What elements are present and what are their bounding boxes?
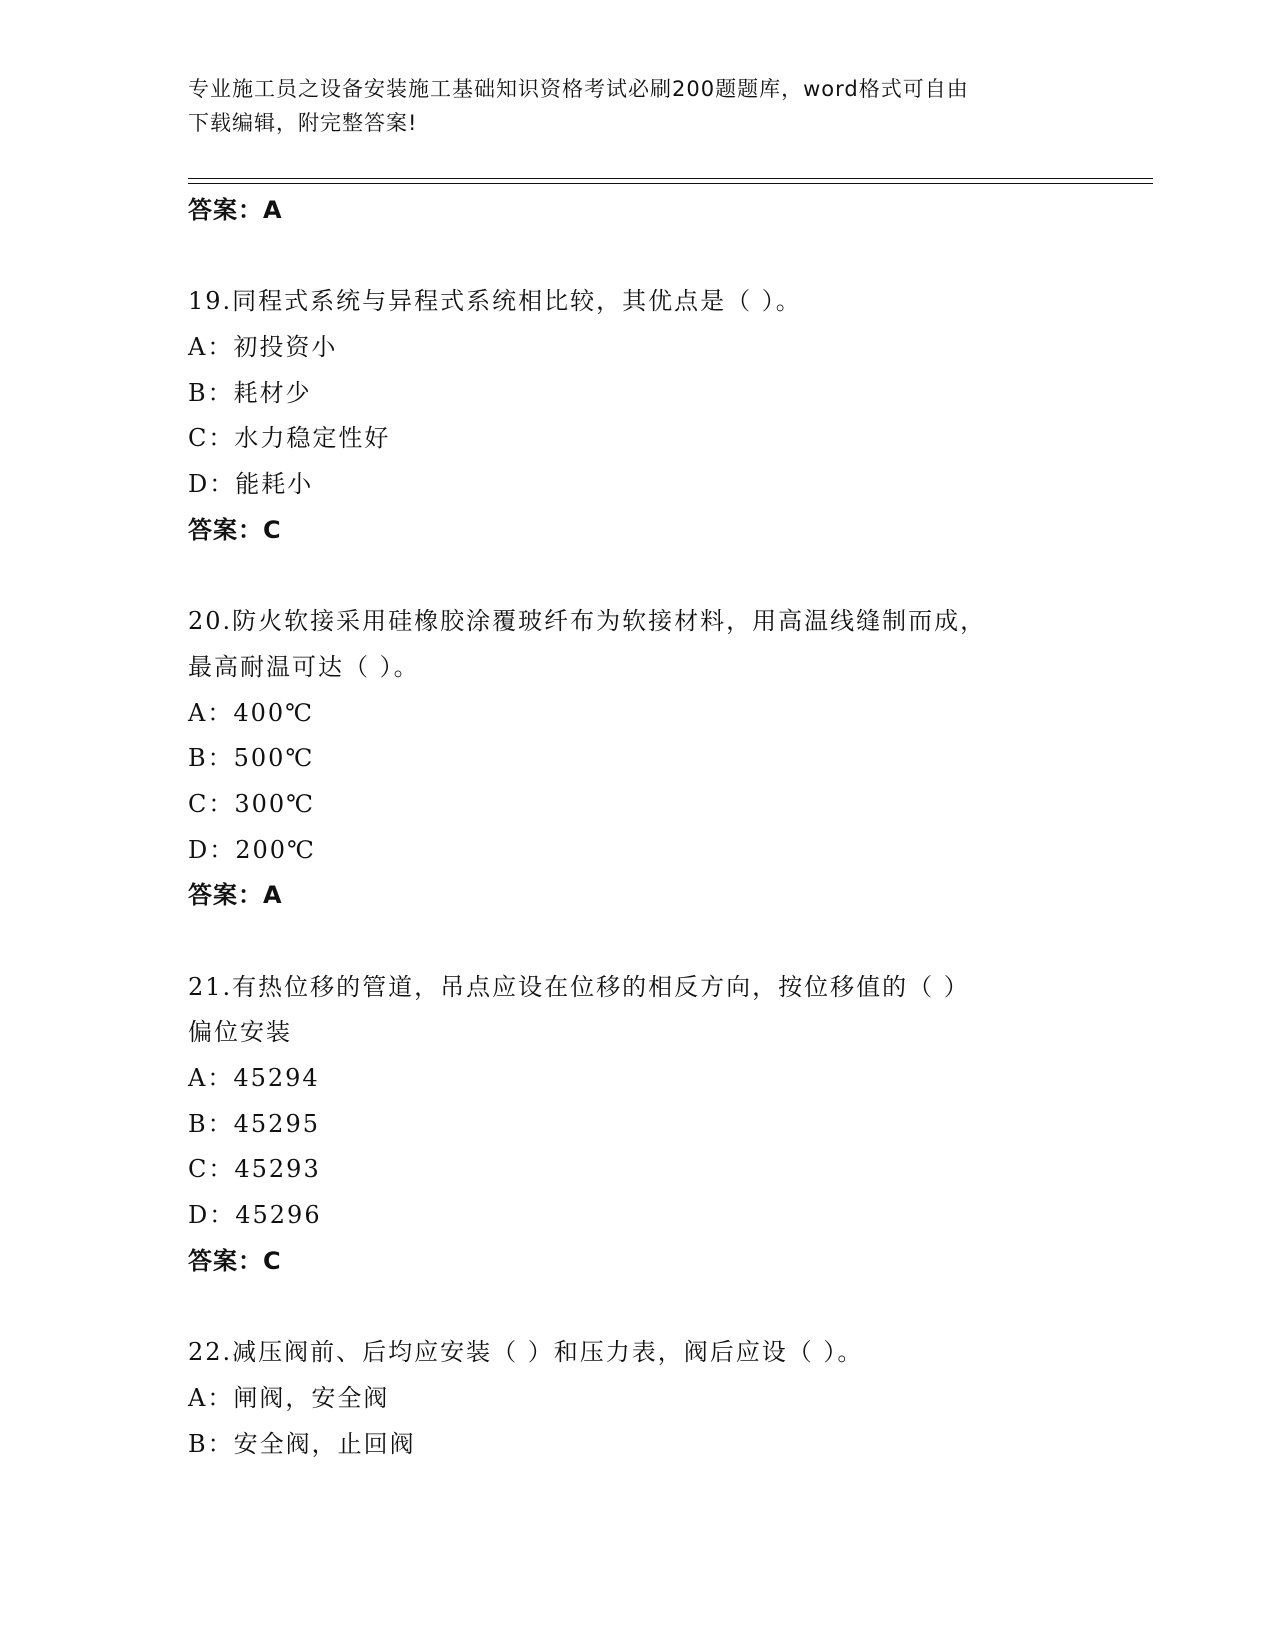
question-stem: 22.减压阀前、后均应安装（ ）和压力表，阀后应设（ ）。 [188,1338,864,1367]
spacer [188,234,1088,280]
document-header [188,72,1088,140]
spacer [188,1285,1088,1331]
option-d: D：45296 [188,1201,322,1230]
option-c: C：300℃ [188,789,316,818]
option-b: B：安全阀，止回阀 [188,1429,416,1458]
spacer [188,554,1088,600]
option-a: A：45294 [188,1064,320,1093]
question-22 [188,1330,1088,1467]
header-rule-top [188,178,1153,179]
option-b: B：耗材少 [188,378,312,407]
question-stem: 19.同程式系统与异程式系统相比较，其优点是（ ）。 [188,287,802,316]
option-c: C：水力稳定性好 [188,424,391,453]
answer: 答案：A [188,881,283,910]
header-rule-bottom [188,183,1153,184]
option-a: A：400℃ [188,698,314,727]
question-20 [188,599,1088,919]
question-stem: 20.防火软接采用硅橡胶涂覆玻纤布为软接材料，用高温线缝制而成， [188,607,987,636]
question-stem-continued: 最高耐温可达（ ）。 [188,652,420,681]
header-line-1: 专业施工员之设备安装施工基础知识资格考试必刷200题题库，word格式可自由 [188,77,969,101]
question-stem: 21.有热位移的管道，吊点应设在位移的相反方向，按位移值的（ ） [188,972,970,1001]
option-a: A：闸阀，安全阀 [188,1383,390,1412]
option-a: A：初投资小 [188,333,338,362]
question-stem-continued: 偏位安装 [188,1018,292,1047]
question-list [188,188,1088,1467]
spacer [188,919,1088,965]
header-line-2: 下载编辑，附完整答案! [188,111,418,135]
option-d: D：200℃ [188,835,316,864]
answer-previous: 答案：A [188,196,283,224]
question-21 [188,965,1088,1285]
option-d: D：能耗小 [188,470,314,499]
question-19 [188,279,1088,553]
answer: 答案：C [188,515,282,544]
option-b: B：45295 [188,1109,320,1138]
answer: 答案：C [188,1246,282,1275]
option-b: B：500℃ [188,744,315,773]
option-c: C：45293 [188,1155,321,1184]
